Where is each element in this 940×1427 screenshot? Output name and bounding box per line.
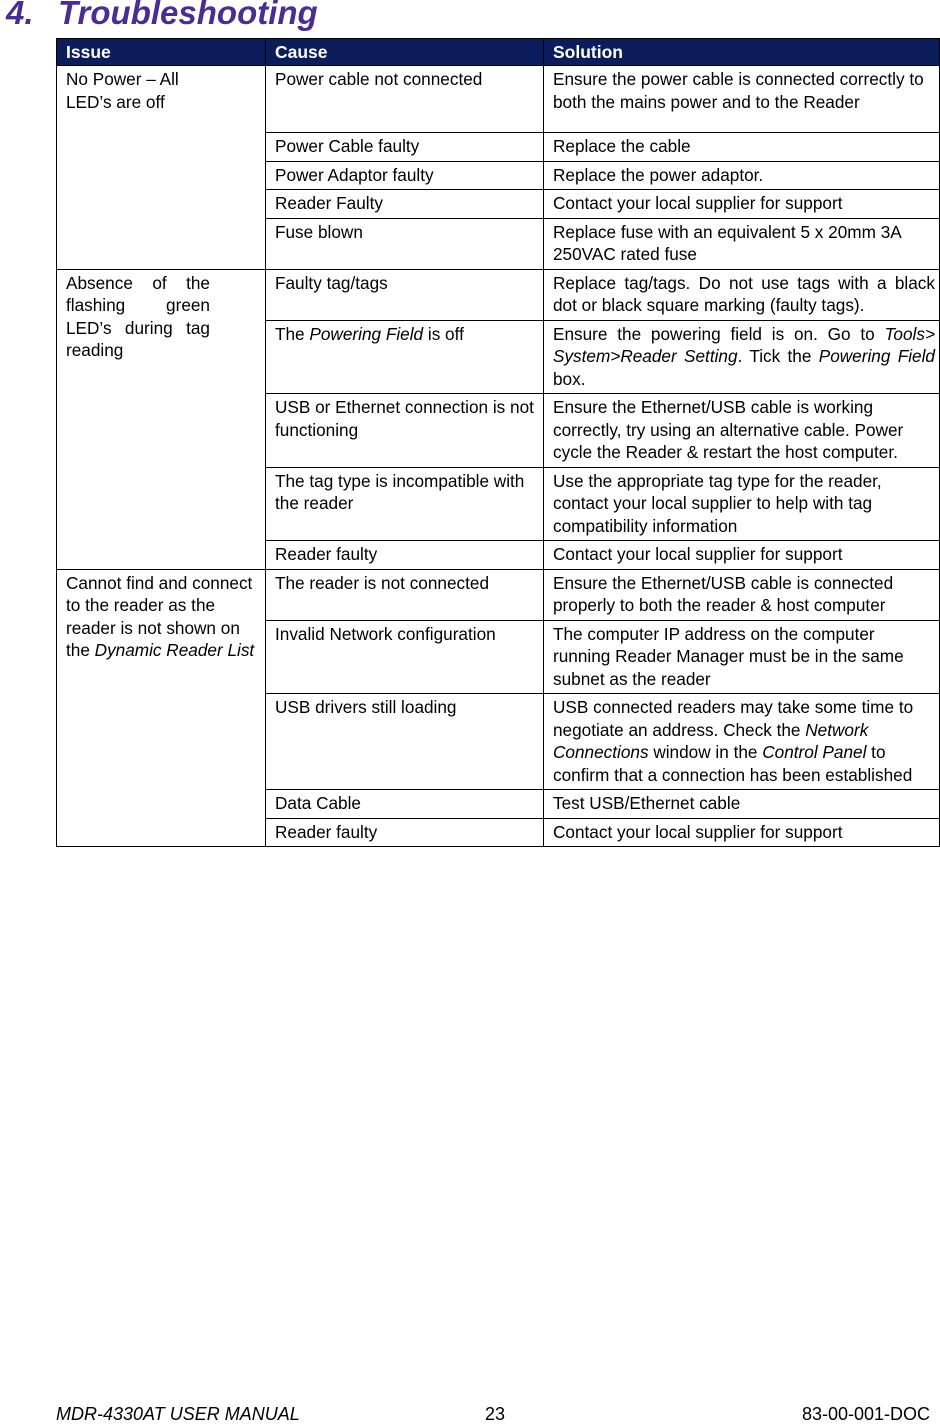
footer-page-number: 23 <box>485 1404 506 1424</box>
table-row <box>57 569 940 620</box>
troubleshooting-table <box>56 38 940 847</box>
header-cause: Cause <box>266 39 544 66</box>
cause-cell: Faulty tag/tags <box>266 269 544 320</box>
solution-cell: Ensure the power cable is connected correctly to both the mains power and to the Reader <box>544 66 940 133</box>
solution-cell: Replace the cable <box>544 133 940 162</box>
solution-cell: Ensure the Ethernet/USB cable is connected properly to both the reader & host computer <box>544 569 940 620</box>
solution-text: Ensure the powering field is on. Go to <box>553 323 885 344</box>
cause-cell: Reader Faulty <box>266 190 544 219</box>
footer-manual-title: MDR-4330AT USER MANUAL <box>56 1404 300 1424</box>
issue-cell <box>57 569 266 847</box>
solution-emphasis: Tools> System>Reader Setting <box>553 323 935 366</box>
header-issue: Issue <box>57 39 266 66</box>
issue-cell: No Power – All LED’s are off <box>57 66 266 270</box>
solution-text: to confirm that a connection has been established <box>553 742 913 785</box>
solution-emphasis: Powering Field <box>818 346 935 366</box>
cause-text: The <box>275 323 310 344</box>
cause-cell: Power Cable faulty <box>266 133 544 162</box>
solution-cell: Replace fuse with an equivalent 5 x 20mm 3A 250VAC rated fuse <box>544 218 940 269</box>
solution-cell <box>544 320 940 394</box>
cause-emphasis: Powering Field <box>309 323 424 344</box>
header-solution: Solution <box>544 39 940 66</box>
cause-cell: Power cable not connected <box>266 66 544 133</box>
footer-doc-number: 83-00-001-DOC <box>801 1404 930 1424</box>
issue-text: Cannot find and connect to the reader as the reader is not shown on the <box>66 572 253 660</box>
cause-cell: Reader faulty <box>266 541 544 570</box>
solution-text: . Tick the <box>737 346 819 366</box>
table-header-row <box>57 39 940 66</box>
solution-cell: Contact your local supplier for support <box>544 190 940 219</box>
issue-cell: Absence of the flashing green LED’s during tag reading <box>57 269 266 569</box>
cause-cell: Data Cable <box>266 790 544 819</box>
solution-cell: Ensure the Ethernet/USB cable is working correctly, try using an alternative cable. Power cycle the Reader & restart the host computer. <box>544 394 940 468</box>
cause-cell: The reader is not connected <box>266 569 544 620</box>
solution-text: box. <box>553 368 586 389</box>
section-number: 4. <box>6 0 34 31</box>
solution-emphasis: Network Connections <box>553 719 869 762</box>
cause-cell: Reader faulty <box>266 818 544 847</box>
cause-cell: Invalid Network configuration <box>266 620 544 694</box>
cause-cell: USB drivers still loading <box>266 694 544 790</box>
solution-text: USB connected readers may take some time to negotiate an address. Check the <box>553 697 914 740</box>
table-row <box>57 66 940 133</box>
section-title: Troubleshooting <box>58 0 318 31</box>
solution-cell: The computer IP address on the computer running Reader Manager must be in the same subnet as the reader <box>544 620 940 694</box>
cause-cell: Fuse blown <box>266 218 544 269</box>
cause-text: is off <box>423 323 464 344</box>
solution-cell: Contact your local supplier for support <box>544 818 940 847</box>
table-row <box>57 269 940 320</box>
solution-text: window in the <box>648 742 763 762</box>
cause-cell <box>266 320 544 394</box>
issue-emphasis: Dynamic Reader List <box>94 640 255 660</box>
solution-cell: Test USB/Ethernet cable <box>544 790 940 819</box>
solution-emphasis: Control Panel <box>762 742 867 762</box>
solution-cell: Replace the power adaptor. <box>544 161 940 190</box>
cause-cell: Power Adaptor faulty <box>266 161 544 190</box>
solution-cell: Replace tag/tags. Do not use tags with a black dot or black square marking (faulty tags). <box>544 269 940 320</box>
solution-cell: Contact your local supplier for support <box>544 541 940 570</box>
section-heading <box>6 0 318 32</box>
solution-cell <box>544 694 940 790</box>
cause-cell: USB or Ethernet connection is not functioning <box>266 394 544 468</box>
solution-cell: Use the appropriate tag type for the reader, contact your local supplier to help with tag compatibility information <box>544 467 940 541</box>
cause-cell: The tag type is incompatible with the reader <box>266 467 544 541</box>
